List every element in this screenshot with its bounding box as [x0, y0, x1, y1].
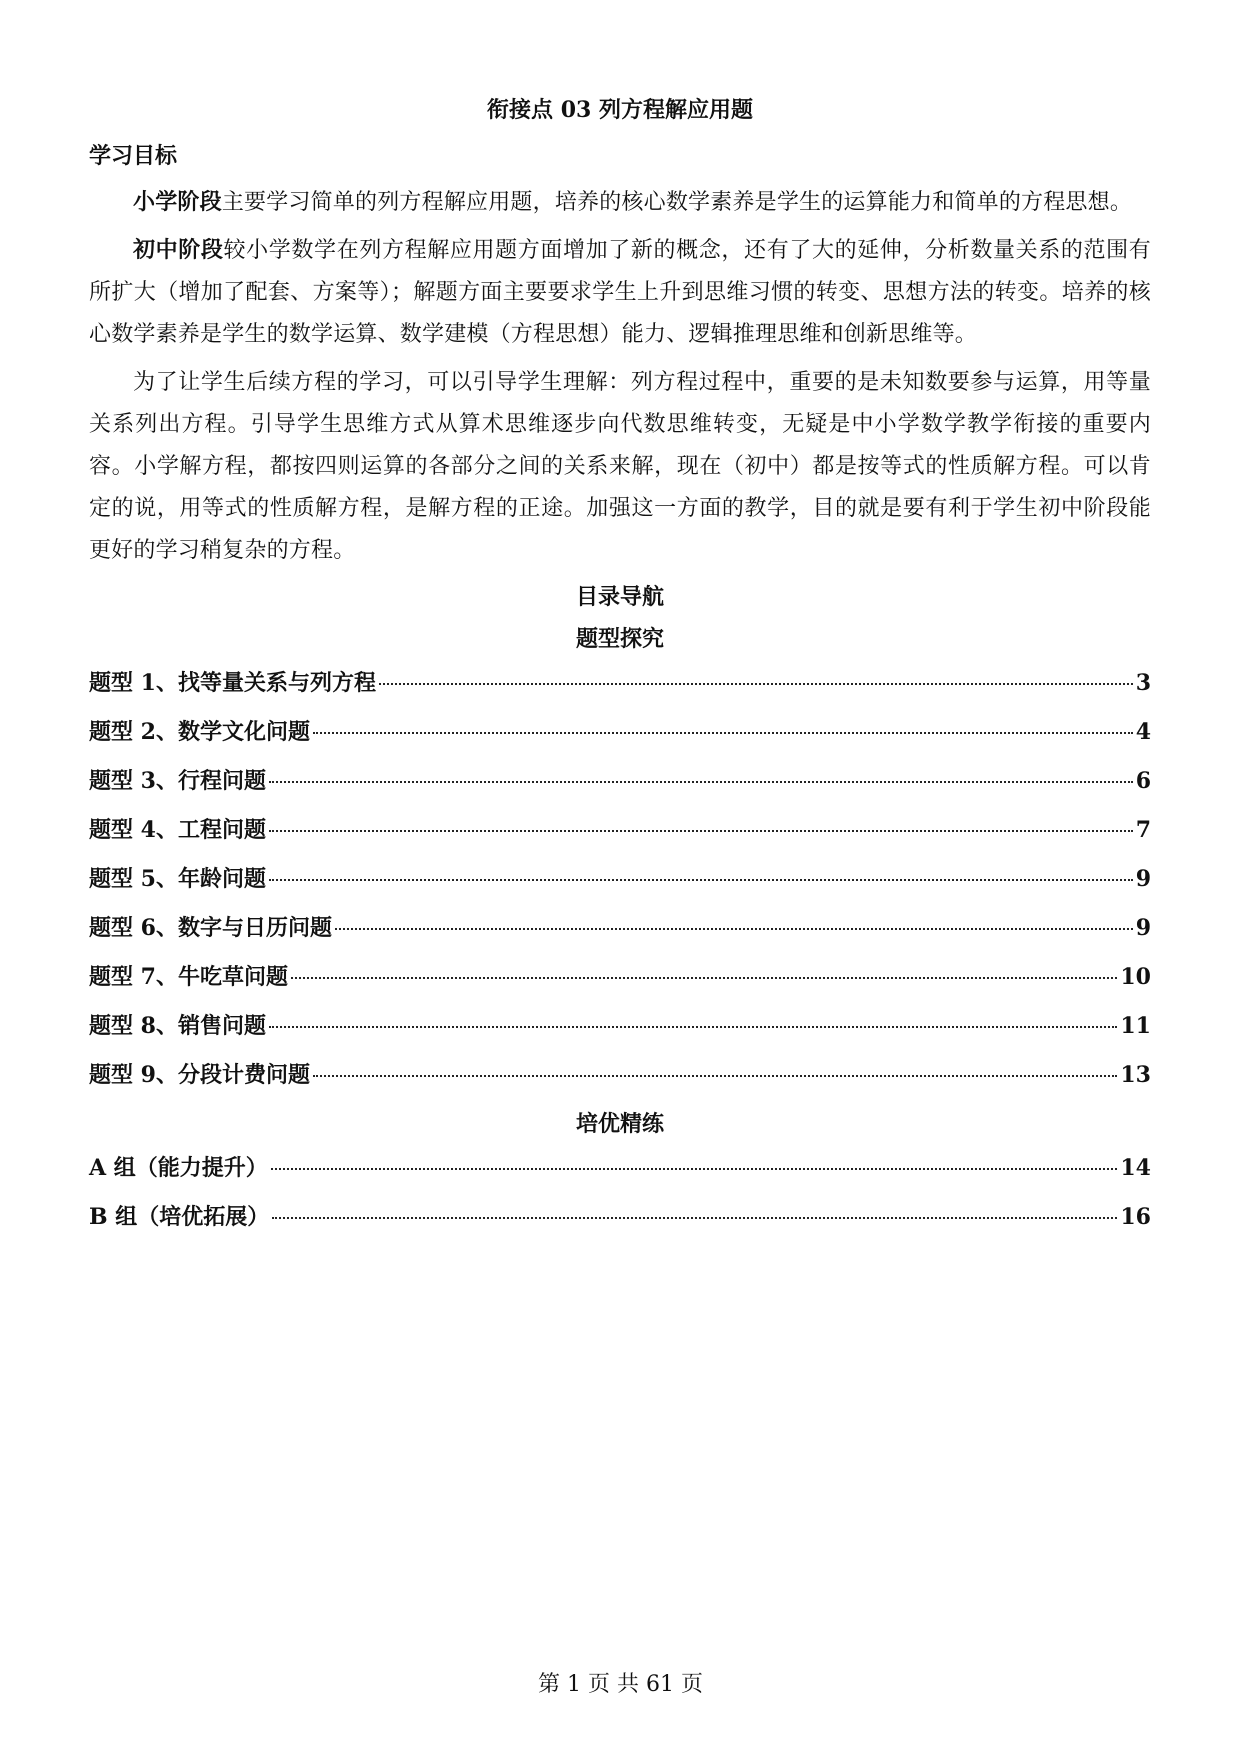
toc-entry[interactable]: [89, 913, 1151, 943]
toc-entry[interactable]: [89, 668, 1151, 698]
toc-section-2-title: 培优精练: [575, 1111, 664, 1137]
toc-entry-page: 13: [1120, 1062, 1151, 1088]
toc-leader-dots: [269, 879, 1133, 881]
toc-entry-page: 10: [1120, 964, 1151, 990]
page-footer: 第 1 页 共 61 页: [538, 1672, 703, 1697]
toc-entry[interactable]: [89, 962, 1151, 992]
toc-entry-page: 16: [1120, 1204, 1151, 1230]
toc-entry-label: 题型 5、年龄问题: [89, 866, 266, 892]
toc-entry-page: 3: [1135, 670, 1151, 696]
toc-entry-page: 9: [1135, 866, 1151, 892]
paragraph-text: 为了让学生后续方程的学习，可以引导学生理解：列方程过程中，重要的是未知数要参与运算，用等量关系列出方程。引导学生思维方式从算术思维逐步向代数思维转变，无疑是中小学数学教学衔接的重要内容。小学解方程，都按四则运算的各部分之间的关系来解，现在（初中）都是按等式的性质解方程。可以肯定的说，用等式的性质解方程，是解方程的正途。加强这一方面的教学，目的就是要有利于学生初中阶段能更好的学习稍复杂的方程。: [89, 370, 1151, 563]
toc-entry-label: 题型 9、分段计费问题: [89, 1062, 310, 1088]
toc-leader-dots: [272, 1217, 1117, 1219]
toc-entry[interactable]: [89, 717, 1151, 747]
toc-entry-label: B 组（培优拓展）: [89, 1204, 270, 1230]
toc-entry-label: 题型 6、数字与日历问题: [89, 915, 332, 941]
toc-leader-dots: [313, 732, 1133, 734]
paragraph-primary-stage: [89, 181, 1151, 224]
toc-entry[interactable]: [89, 1060, 1151, 1090]
toc-entry-page: 4: [1135, 719, 1151, 745]
paragraph-lead: 小学阶段: [133, 189, 222, 215]
toc-section-1-title: 题型探究: [575, 626, 664, 652]
paragraph-text: 主要学习简单的列方程解应用题，培养的核心数学素养是学生的运算能力和简单的方程思想。: [221, 190, 1133, 215]
nav-title: 目录导航: [575, 584, 664, 610]
toc-leader-dots: [271, 1168, 1118, 1170]
document-page: [89, 95, 1151, 1251]
toc-leader-dots: [291, 977, 1117, 979]
toc-entry-page: 6: [1135, 768, 1151, 794]
toc-entry-label: A 组（能力提升）: [89, 1155, 268, 1181]
toc-list-question-types: [89, 668, 1151, 1090]
toc-entry-label: 题型 4、工程问题: [89, 817, 266, 843]
toc-entry[interactable]: [89, 1202, 1151, 1232]
toc-entry-page: 9: [1135, 915, 1151, 941]
page-title: 衔接点 03 列方程解应用题: [487, 97, 753, 123]
paragraph-text: 较小学数学在列方程解应用题方面增加了新的概念，还有了大的延伸，分析数量关系的范围有所扩大（增加了配套、方案等）；解题方面主要要求学生上升到思维习惯的转变、思想方法的转变。培养的核心数学素养是学生的数学运算、数学建模（方程思想）能力、逻辑推理思维和创新思维等。: [89, 238, 1151, 347]
toc-entry-label: 题型 2、数学文化问题: [89, 719, 310, 745]
toc-entry-page: 7: [1135, 817, 1151, 843]
toc-entry[interactable]: [89, 1153, 1151, 1183]
toc-leader-dots: [335, 928, 1133, 930]
toc-entry[interactable]: [89, 1011, 1151, 1041]
objectives-heading: 学习目标: [89, 143, 178, 169]
toc-entry-label: 题型 3、行程问题: [89, 768, 266, 794]
toc-entry-page: 11: [1120, 1013, 1151, 1039]
toc-leader-dots: [379, 683, 1133, 685]
paragraph-lead: 初中阶段: [133, 237, 224, 263]
toc-leader-dots: [269, 781, 1133, 783]
toc-entry[interactable]: [89, 766, 1151, 796]
paragraph-transition: [89, 361, 1151, 572]
toc-entry-label: 题型 8、销售问题: [89, 1013, 266, 1039]
toc-list-practice: [89, 1153, 1151, 1232]
toc-entry-label: 题型 7、牛吃草问题: [89, 964, 288, 990]
toc-leader-dots: [313, 1075, 1117, 1077]
toc-entry[interactable]: [89, 815, 1151, 845]
toc-leader-dots: [269, 1026, 1117, 1028]
paragraph-junior-stage: [89, 229, 1151, 356]
toc-entry[interactable]: [89, 864, 1151, 894]
toc-leader-dots: [269, 830, 1133, 832]
toc-entry-page: 14: [1120, 1155, 1151, 1181]
toc-entry-label: 题型 1、找等量关系与列方程: [89, 670, 376, 696]
